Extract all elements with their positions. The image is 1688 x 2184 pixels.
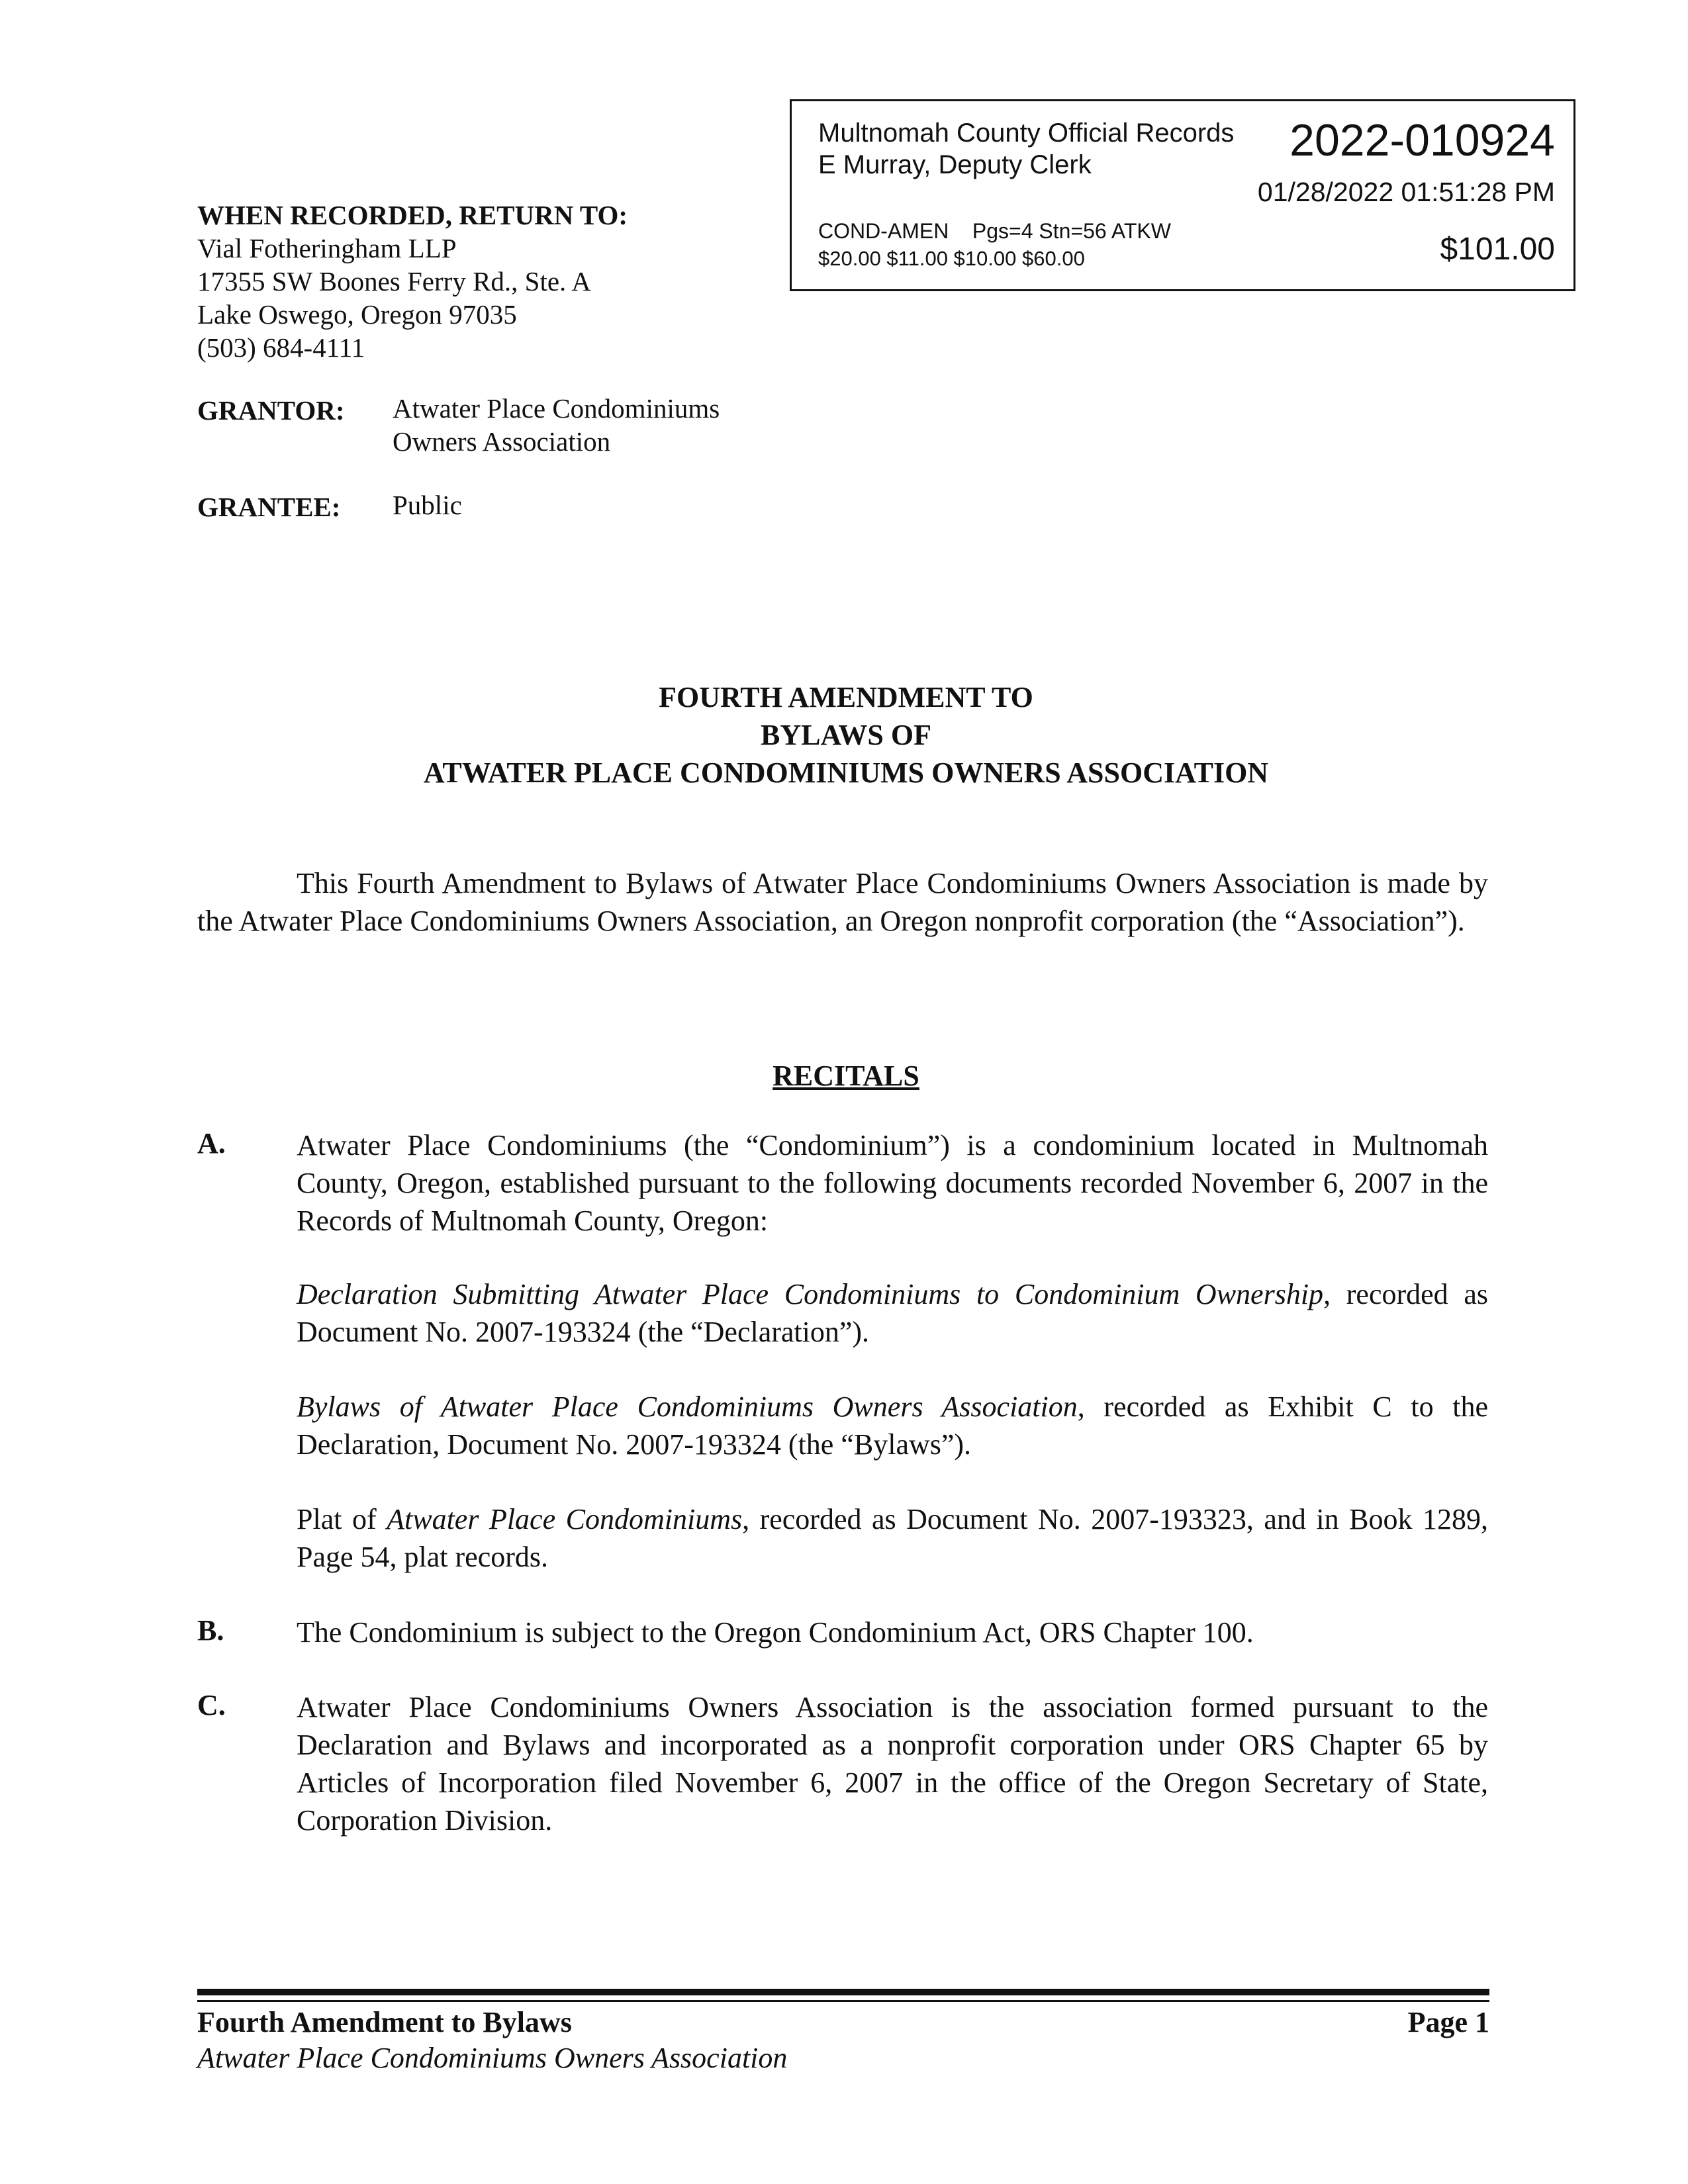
grantor-line: Atwater Place Condominiums xyxy=(393,393,720,424)
recital-a-document-1 xyxy=(297,1275,1488,1351)
grantor-value xyxy=(393,392,720,458)
return-to-heading: WHEN RECORDED, RETURN TO: xyxy=(197,200,628,230)
document-2-details: , recorded as Exhibit C to the Declaration, Document No. 2007-193324 (the “Bylaws”). xyxy=(297,1390,1488,1461)
return-to-line: (503) 684-4111 xyxy=(197,332,365,363)
return-to-line: Vial Fotheringham LLP xyxy=(197,233,457,263)
recital-c-marker: C. xyxy=(197,1689,226,1721)
intro-paragraph: This Fourth Amendment to Bylaws of Atwater Place Condominiums Owners Association is made by the Atwater Place Condominiums Owners Association, an Oregon nonprofit corporation (the “Association”). xyxy=(197,867,1488,937)
recital-c-text: Atwater Place Condominiums Owners Association is the association formed pursuant to the Declaration and Bylaws and incorporated as a nonprofit corporation under ORS Chapter 65 by Articles of Incorporation filed November 6, 2007 in the office of the Oregon Secretary of State, Corporation Division. xyxy=(297,1691,1488,1837)
return-to-line: 17355 SW Boones Ferry Rd., Ste. A xyxy=(197,266,591,296)
footer-title: Fourth Amendment to Bylaws xyxy=(197,2006,572,2038)
document-3-details: , recorded as Document No. 2007-193323, and in Book 1289, Page 54, plat records. xyxy=(297,1503,1488,1573)
title-line: BYLAWS OF xyxy=(761,719,931,751)
return-to-block xyxy=(197,199,628,364)
recital-a-document-3 xyxy=(297,1500,1488,1576)
footer-subtitle: Atwater Place Condominiums Owners Association xyxy=(197,2042,788,2074)
recital-b-text: The Condominium is subject to the Oregon Condominium Act, ORS Chapter 100. xyxy=(297,1616,1254,1649)
grantor-line: Owners Association xyxy=(393,426,611,457)
page-number: Page 1 xyxy=(1407,2006,1489,2038)
document-3-prefix: Plat of xyxy=(297,1503,387,1535)
title-line: ATWATER PLACE CONDOMINIUMS OWNERS ASSOCIATION xyxy=(423,756,1269,789)
return-to-line: Lake Oswego, Oregon 97035 xyxy=(197,299,517,330)
recital-a-document-2 xyxy=(297,1388,1488,1463)
recording-stamp xyxy=(790,99,1575,291)
footer-rule xyxy=(197,1989,1489,1995)
stamp-total: $101.00 xyxy=(1440,232,1555,267)
title-line: FOURTH AMENDMENT TO xyxy=(659,681,1033,713)
stamp-document-number: 2022-010924 xyxy=(1289,115,1555,165)
document-title xyxy=(197,678,1495,792)
grantee-value: Public xyxy=(393,490,462,520)
stamp-cond-line: COND-AMEN Pgs=4 Stn=56 ATKW xyxy=(818,219,1171,243)
recitals-heading: RECITALS xyxy=(773,1060,919,1092)
stamp-datetime: 01/28/2022 01:51:28 PM xyxy=(1257,177,1555,207)
stamp-county-records: Multnomah County Official Records xyxy=(818,118,1235,148)
grantee-label: GRANTEE: xyxy=(197,492,341,522)
recital-a-marker: A. xyxy=(197,1127,226,1160)
document-3-title: Atwater Place Condominiums xyxy=(387,1503,743,1535)
stamp-clerk: E Murray, Deputy Clerk xyxy=(818,150,1092,179)
stamp-fees: $20.00 $11.00 $10.00 $60.00 xyxy=(818,247,1085,270)
document-1-details: , recorded as Document No. 2007-193324 (the “Declaration”). xyxy=(297,1278,1489,1348)
recital-b-marker: B. xyxy=(197,1614,224,1647)
grantor-label: GRANTOR: xyxy=(197,395,345,426)
recital-a-text: Atwater Place Condominiums (the “Condominium”) is a condominium located in Multnomah County, Oregon, established pursuant to the following documents recorded November 6, 2007 in the Records of Multnomah County, Oregon: xyxy=(297,1129,1488,1237)
footer-rule-thin xyxy=(197,2000,1489,2002)
document-1-title: Declaration Submitting Atwater Place Condominiums to Condominium Ownership xyxy=(297,1278,1324,1310)
document-2-title: Bylaws of Atwater Place Condominiums Owners Association xyxy=(297,1390,1078,1423)
